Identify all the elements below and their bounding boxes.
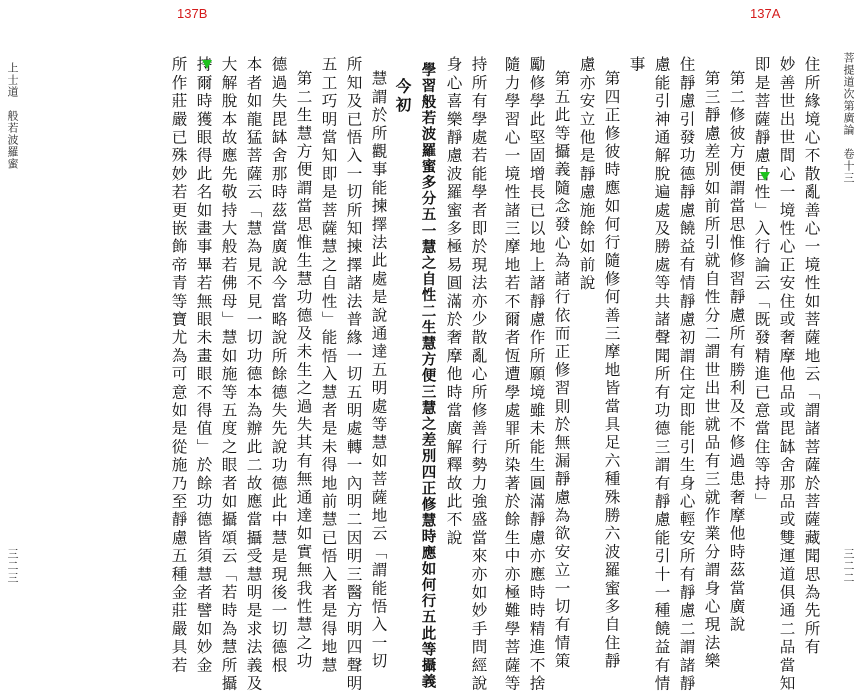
right-text-column-12: 勵修學此堅固增長已以地上諸靜慮作所願境雖未能生圓滿靜慮亦應時時精進不捨 (527, 56, 546, 693)
right-text-column-1: 住所緣境心不散亂善心一境性如菩薩地云「謂諸菩薩於菩薩藏聞思為先所有 (802, 56, 821, 657)
left-text-column-11: 大解脫本故應先敬持大般若佛母」慧如施等五度之眼者如攝頌云「若時為慧所攝 (219, 56, 238, 693)
page-label-left: 137B (177, 6, 208, 21)
left-text-column-1: 持所有學處若能學者即於現法亦少散亂心所修善行勢力強盛當來亦如妙手問經說 (469, 56, 488, 693)
left-text-column-10: 本者如龍猛菩薩云「慧為見不見一切功德本為辦此二故應當攝受慧明是求法義及 (244, 56, 263, 693)
right-text-column-11: 第五此等攝義隨念發心為諸行依而正修習則於無漏靜慮為欲安立一切有情策 (552, 70, 571, 671)
left-text-column-6: 所知及已悟入一切所知揀擇諸法普緣一切五明處轉一內明二因明三醫方明四聲明 (344, 56, 363, 693)
left-text-column-2: 身心喜樂靜慮波羅蜜多極易圓滿於奢摩他時當廣解釋故此不說 (444, 56, 463, 548)
left-text-column-7: 五工巧明當知即是菩薩慧之自性」能悟入慧者是未得地前慧已悟入者是得地慧 (319, 56, 338, 675)
right-text-column-2: 妙善世出世間心一境性心正安住或奢摩他品或毘缽舍那品或雙運道俱通二品當知 (777, 56, 796, 693)
green-triangle-marker-icon (760, 172, 770, 181)
right-text-column-5: 第三靜慮差別如前所引就自性分二謂世出世就品有三就作業分謂身心現法樂 (702, 70, 721, 671)
page-number-left: 三二三 (6, 548, 19, 584)
right-text-column-9: 第四正修彼時應如何行隨修何善三摩地皆當具足六種殊勝六波羅蜜多自住靜 (602, 70, 621, 671)
right-text-column-4: 第二修彼方便謂當思惟修習靜慮所有勝利及不修過患奢摩他時茲當廣說 (727, 70, 746, 635)
running-head-right: 菩提道次第廣論 卷十三 (842, 52, 855, 184)
green-triangle-marker-icon (202, 60, 212, 69)
right-text-column-3: 即是菩薩靜慮自性」入行論云「既發精進已意當住等持」 (752, 56, 771, 511)
right-text-column-6: 住靜慮引發功德靜慮饒益有情靜慮初謂住定即能引生身心輕安所有靜慮二謂諸靜 (677, 56, 696, 693)
left-text-column-12: 持爾時獲眼得此名如畫事畢若無眼未畫眼不得值」於餘功德皆須慧者譬如妙金 (194, 56, 213, 675)
right-text-column-8: 事 (627, 56, 646, 75)
page-number-right: 三二二 (842, 548, 855, 584)
left-text-column-8: 第二生慧方便謂當思惟生慧功德及未生之過失其有無通達如實無我性慧之功 (294, 70, 313, 671)
subheading-first: 今初 (393, 78, 413, 115)
left-text-column-9: 德過失毘缽舍那時茲當廣說今當略說所餘德失先說功德此中慧是現後一切德根 (269, 56, 288, 675)
right-text-column-13: 隨力學習心一境性諸三摩地若不爾者恆遭學處罪所染著於餘生中亦極難學菩薩等 (502, 56, 521, 693)
left-text-column-13: 所作莊嚴已殊妙若更嵌飾帝青等寶尤為可意如是從施乃至靜慮五種金莊嚴具若 (169, 56, 188, 675)
left-text-column-5: 慧謂於所觀事能揀擇法此處是說通達五明處等慧如菩薩地云「謂能悟入一切 (369, 70, 388, 671)
page-label-right: 137A (750, 6, 781, 21)
right-text-column-10: 慮亦安立他是靜慮施餘如前說 (577, 56, 596, 293)
right-text-column-7: 慮能引神通解脫遍處及勝處等共諸聲聞所有功德三謂有靜慮能引十一種饒益有情 (652, 56, 671, 693)
section-heading-wisdom: 學習般若波羅蜜多分五一慧之自性二生慧方便三慧之差別四正修慧時應如何行五此等攝義 (419, 62, 437, 690)
running-head-left: 上士道 般若波羅蜜 (6, 62, 19, 170)
